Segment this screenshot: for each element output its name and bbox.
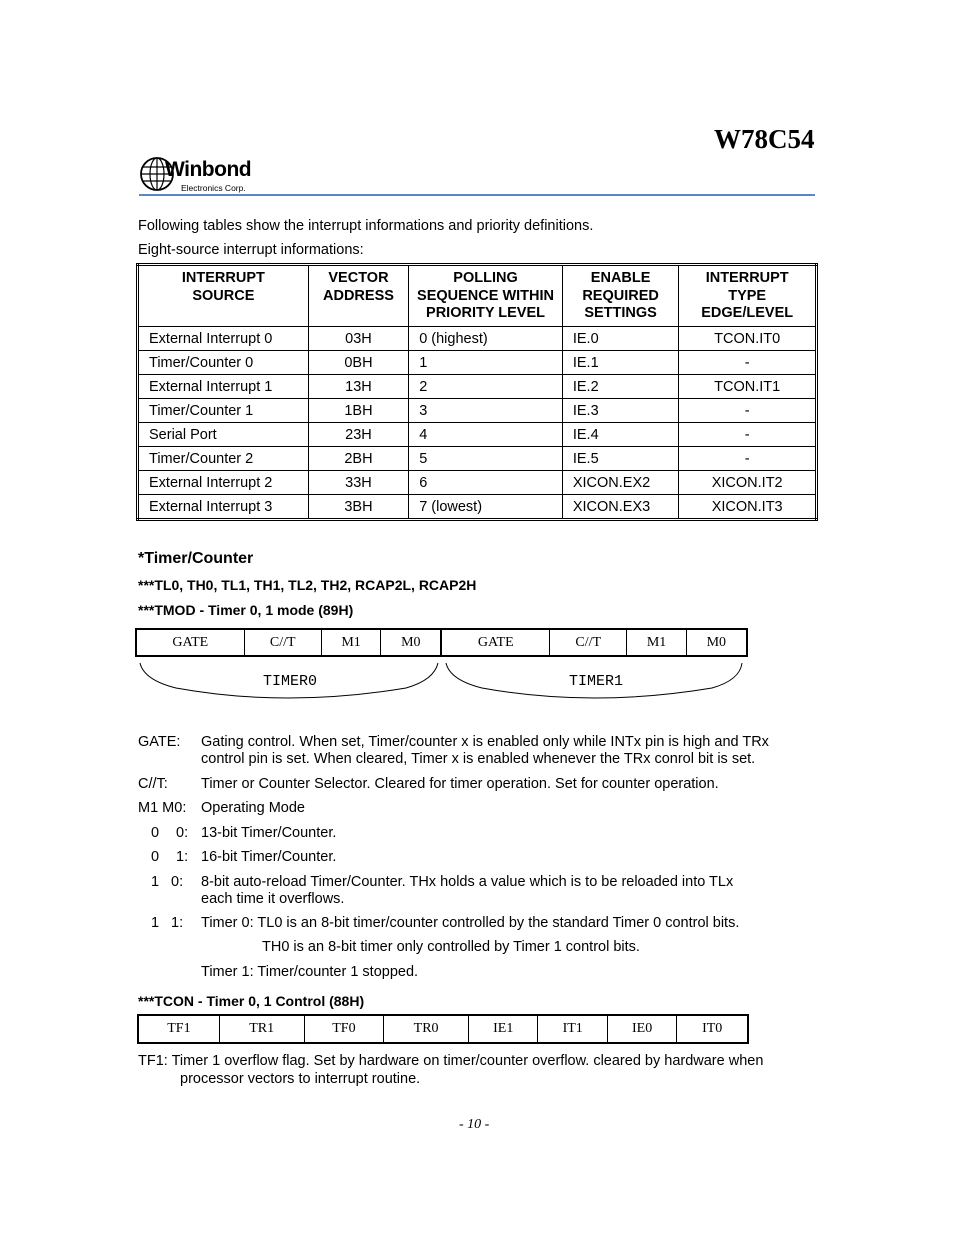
- intro-line-2: Eight-source interrupt informations:: [138, 242, 364, 258]
- cell-enable: IE.1: [562, 351, 679, 375]
- cell-vector: 1BH: [308, 399, 408, 423]
- mode11-desc-line-1: Timer 0: TL0 is an 8-bit timer/counter controlled by the standard Timer 0 control bits.: [201, 915, 740, 931]
- tcon-bit: TR0: [384, 1015, 469, 1043]
- tmod-bit: M0: [381, 629, 442, 656]
- cell-source: External Interrupt 3: [138, 495, 309, 520]
- cell-priority: 3: [409, 399, 563, 423]
- tf1-desc-line-2: processor vectors to interrupt routine.: [180, 1071, 421, 1087]
- header-rule: [139, 194, 815, 196]
- mode01-m1: 0: [151, 849, 160, 865]
- tcon-bit: IE1: [469, 1015, 538, 1043]
- cell-type: -: [679, 447, 817, 471]
- tmod-bit: M0: [686, 629, 747, 656]
- cell-priority: 5: [409, 447, 563, 471]
- mode10-desc-line-2: each time it overflows.: [201, 891, 345, 907]
- tcon-bit: IT1: [538, 1015, 607, 1043]
- gate-term: GATE:: [138, 734, 181, 750]
- cell-vector: 33H: [308, 471, 408, 495]
- tcon-bit: IT0: [677, 1015, 748, 1043]
- cell-type: -: [679, 351, 817, 375]
- cell-source: Timer/Counter 1: [138, 399, 309, 423]
- cell-priority: 7 (lowest): [409, 495, 563, 520]
- cell-vector: 03H: [308, 327, 408, 351]
- table-row: [138, 495, 817, 520]
- tcon-bit: IE0: [607, 1015, 676, 1043]
- cell-type: -: [679, 399, 817, 423]
- mode10-m0: 0:: [171, 874, 184, 890]
- timer1-label: TIMER1: [569, 673, 624, 690]
- tcon-bit: TF0: [304, 1015, 384, 1043]
- table-row: [138, 447, 817, 471]
- tf1-desc-line-1: TF1: Timer 1 overflow flag. Set by hardware on timer/counter overflow. cleared by hardware when: [138, 1053, 764, 1069]
- cell-type: TCON.IT0: [679, 327, 817, 351]
- tcon-bit: TF1: [138, 1015, 219, 1043]
- mode11-desc-line-2: TH0 is an 8-bit timer only controlled by Timer 1 control bits.: [262, 939, 640, 955]
- timer-group-braces: [136, 660, 748, 702]
- cell-source: External Interrupt 1: [138, 375, 309, 399]
- cell-priority: 6: [409, 471, 563, 495]
- mode11-m0: 1:: [171, 915, 184, 931]
- header-polling-sequence: POLLING SEQUENCE WITHIN PRIORITY LEVEL: [409, 265, 563, 327]
- company-logo: [139, 156, 269, 196]
- tmod-bit: GATE: [441, 629, 549, 656]
- cell-priority: 4: [409, 423, 563, 447]
- tmod-bit: M1: [627, 629, 686, 656]
- gate-desc-line-2: control pin is set. When cleared, Timer x is enabled whenever the TRx conrol bit is set.: [201, 751, 756, 767]
- interrupt-table: [136, 263, 818, 521]
- timer-counter-heading: *Timer/Counter: [138, 550, 254, 567]
- table-row: [138, 399, 817, 423]
- header-interrupt-type: INTERRUPT TYPE EDGE/LEVEL: [679, 265, 817, 327]
- cell-priority: 2: [409, 375, 563, 399]
- mode00-desc: 13-bit Timer/Counter.: [201, 825, 337, 841]
- tmod-register-table: [135, 628, 748, 657]
- cell-source: Serial Port: [138, 423, 309, 447]
- header-vector-address: VECTOR ADDRESS: [308, 265, 408, 327]
- mode00-m1: 0: [151, 825, 160, 841]
- gate-desc-line-1: Gating control. When set, Timer/counter x is enabled only while INTx pin is high and TRx: [201, 734, 769, 750]
- cell-priority: 0 (highest): [409, 327, 563, 351]
- table-header-row: [138, 265, 817, 327]
- cell-source: External Interrupt 0: [138, 327, 309, 351]
- logo-wordmark: Winbond: [165, 158, 252, 181]
- mode00-m0: 0:: [176, 825, 189, 841]
- cell-vector: 23H: [308, 423, 408, 447]
- ct-term: C//T:: [138, 776, 168, 792]
- mode10-desc-line-1: 8-bit auto-reload Timer/Counter. THx holds a value which is to be reloaded into TLx: [201, 874, 734, 890]
- logo-subtitle: Electronics Corp.: [181, 183, 246, 193]
- cell-vector: 2BH: [308, 447, 408, 471]
- tmod-bit: C//T: [550, 629, 627, 656]
- cell-enable: IE.4: [562, 423, 679, 447]
- cell-source: External Interrupt 2: [138, 471, 309, 495]
- header-enable-settings: ENABLE REQUIRED SETTINGS: [562, 265, 679, 327]
- cell-enable: IE.0: [562, 327, 679, 351]
- tmod-bit: GATE: [136, 629, 244, 656]
- cell-type: TCON.IT1: [679, 375, 817, 399]
- header-interrupt-source: INTERRUPT SOURCE: [138, 265, 309, 327]
- tcon-bit: TR1: [219, 1015, 304, 1043]
- mode11-m1: 1: [151, 915, 160, 931]
- cell-enable: IE.2: [562, 375, 679, 399]
- intro-line-1: Following tables show the interrupt informations and priority definitions.: [138, 218, 594, 234]
- page-number: - 10 -: [459, 1117, 490, 1132]
- tmod-bit: M1: [321, 629, 380, 656]
- table-row: [138, 471, 817, 495]
- cell-enable: XICON.EX2: [562, 471, 679, 495]
- cell-enable: XICON.EX3: [562, 495, 679, 520]
- mode01-m0: 1:: [176, 849, 189, 865]
- cell-source: Timer/Counter 0: [138, 351, 309, 375]
- tmod-subheading: ***TMOD - Timer 0, 1 mode (89H): [138, 602, 354, 618]
- timer-registers-subheading: ***TL0, TH0, TL1, TH1, TL2, TH2, RCAP2L, RCAP2H: [138, 577, 477, 593]
- mode01-desc: 16-bit Timer/Counter.: [201, 849, 337, 865]
- timer0-label: TIMER0: [263, 673, 318, 690]
- table-row: [138, 327, 817, 351]
- table-row: [138, 351, 817, 375]
- cell-type: XICON.IT3: [679, 495, 817, 520]
- document-title: W78C54: [714, 124, 815, 154]
- cell-vector: 13H: [308, 375, 408, 399]
- tmod-bit: C//T: [244, 629, 321, 656]
- mode10-m1: 1: [151, 874, 160, 890]
- cell-vector: 3BH: [308, 495, 408, 520]
- tcon-register-table: [137, 1014, 749, 1044]
- cell-type: -: [679, 423, 817, 447]
- ct-desc: Timer or Counter Selector. Cleared for timer operation. Set for counter operation.: [201, 776, 719, 792]
- mode-desc: Operating Mode: [201, 800, 305, 816]
- table-row: [138, 423, 817, 447]
- mode11-desc-line-3: Timer 1: Timer/counter 1 stopped.: [201, 964, 419, 980]
- table-row: [138, 375, 817, 399]
- cell-vector: 0BH: [308, 351, 408, 375]
- cell-enable: IE.3: [562, 399, 679, 423]
- tcon-subheading: ***TCON - Timer 0, 1 Control (88H): [138, 993, 365, 1009]
- cell-source: Timer/Counter 2: [138, 447, 309, 471]
- cell-enable: IE.5: [562, 447, 679, 471]
- cell-type: XICON.IT2: [679, 471, 817, 495]
- cell-priority: 1: [409, 351, 563, 375]
- mode-term: M1 M0:: [138, 800, 187, 816]
